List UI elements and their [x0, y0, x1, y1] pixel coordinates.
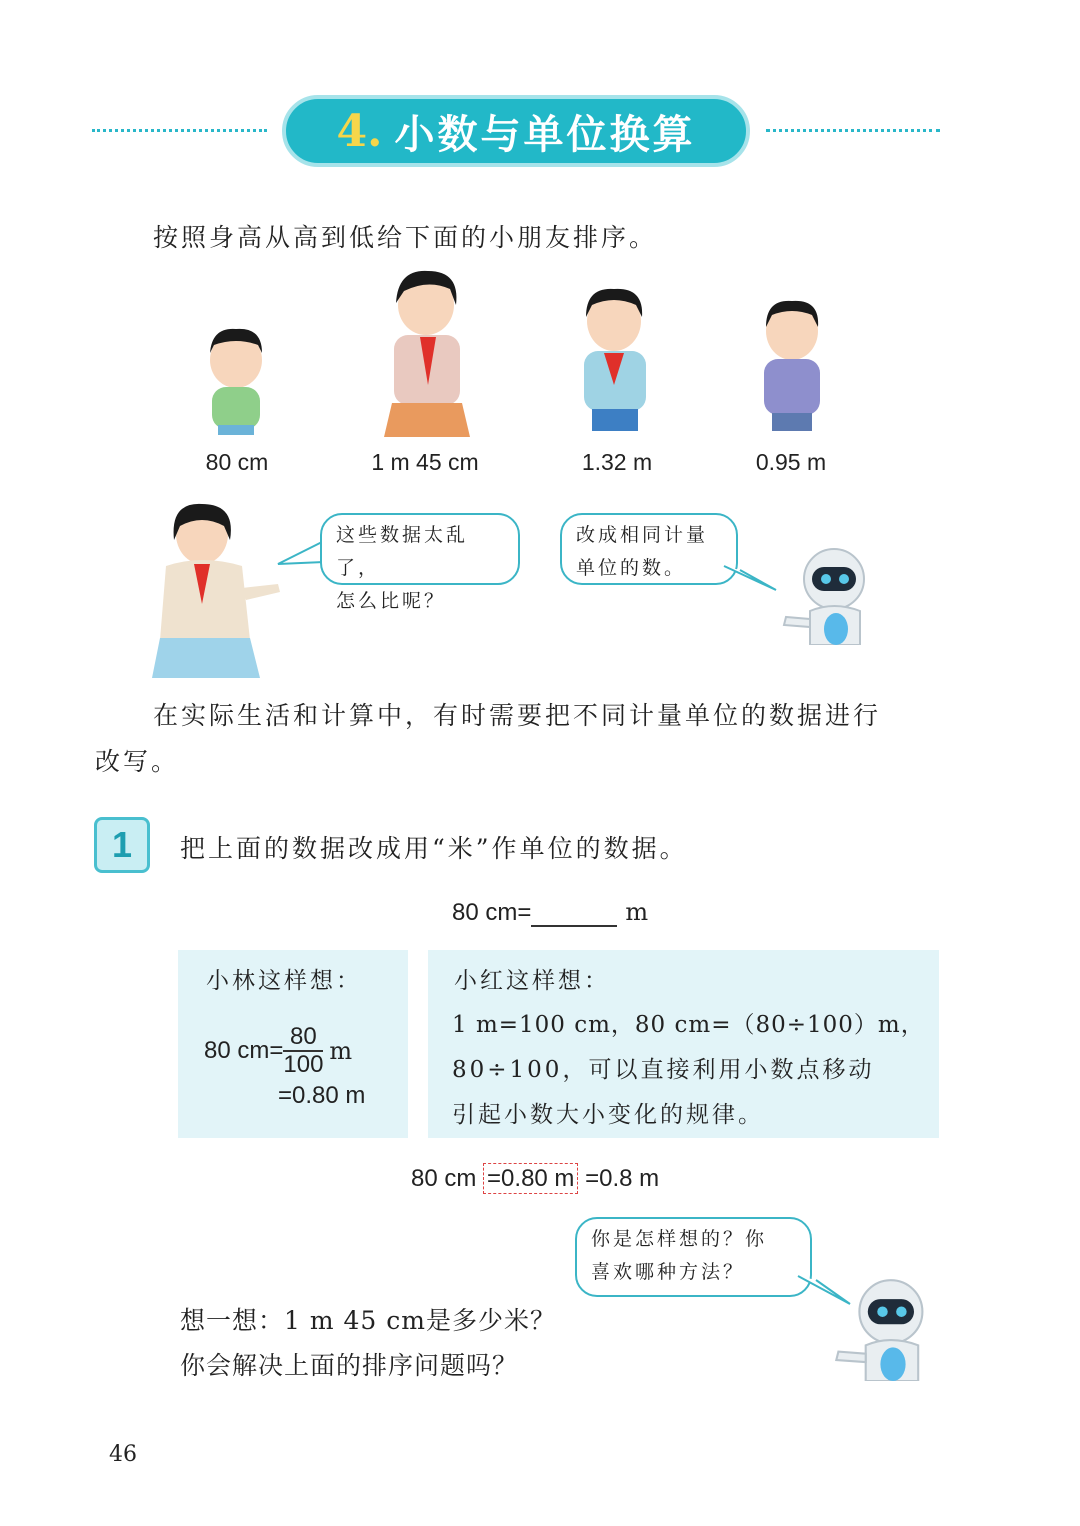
explanation-line: 在实际生活和计算中，有时需要把不同计量单位的数据进行: [153, 701, 882, 730]
xiaohong-line: 1 m=100 cm，80 cm=（80÷100）m，: [452, 1012, 925, 1038]
robot-illustration: [780, 545, 880, 645]
girl-figure: [384, 271, 470, 437]
xiaolin-method-box: [178, 950, 408, 1138]
xiaohong-method-box: [428, 950, 939, 1138]
blank-left-text: 80 cm=: [452, 899, 532, 926]
fill-in-blank-line: [452, 898, 648, 927]
think-question: 想一想：1 m 45 cm是多少米？: [180, 1306, 556, 1335]
explanation-line: 改写。: [95, 747, 180, 776]
teacher-girl-illustration: [150, 500, 290, 680]
result-boxed: =0.80 m: [483, 1163, 578, 1194]
header-dots-right: [766, 129, 940, 132]
xiaolin-unit: m: [329, 1037, 353, 1065]
child-height-label: 80 cm: [205, 449, 269, 475]
girl-speech-line: 怎么比呢？: [336, 590, 447, 612]
xiaolin-result: =0.80 m: [278, 1082, 366, 1109]
girl-speech-bubble: [320, 513, 520, 612]
xiaolin-heading: 小林这样想：: [206, 968, 362, 994]
robot-question-line: 你是怎样想的？你: [591, 1228, 768, 1250]
fraction-numerator: 80: [283, 1024, 323, 1052]
child-height-label: 1 m 45 cm: [371, 449, 479, 475]
child-height-label: 0.95 m: [755, 449, 827, 475]
result-left: 80 cm: [411, 1165, 477, 1192]
result-right: =0.8 m: [585, 1165, 660, 1192]
children-illustration: [180, 265, 860, 445]
robot-speech-line: 单位的数。: [576, 557, 687, 579]
conversion-result-line: [411, 1165, 659, 1193]
boy-3-figure: [764, 301, 820, 431]
robot-speech-bubble: [560, 513, 738, 585]
exercise-number-badge: 1: [94, 817, 150, 873]
think-question: 你会解决上面的排序问题吗？: [180, 1351, 519, 1380]
page-number: 46: [109, 1442, 137, 1467]
robot-speech-line: 改成相同计量: [576, 524, 709, 546]
robot-illustration-2: [830, 1276, 935, 1381]
intro-prompt: 按照身高从高到低给下面的小朋友排序。: [153, 223, 658, 252]
girl-speech-line: 这些数据太乱了，: [336, 524, 469, 579]
section-title-banner: [282, 95, 750, 167]
xiaohong-line: 80÷100，可以直接利用小数点移动: [452, 1057, 875, 1083]
xiaohong-heading: 小红这样想：: [454, 968, 610, 994]
boy-2-figure: [584, 289, 646, 431]
fraction-denominator: 100: [283, 1051, 324, 1078]
xiaohong-line: 引起小数大小变化的规律。: [452, 1102, 764, 1128]
robot-question-line: 喜欢哪种方法？: [591, 1261, 746, 1283]
robot-question-bubble: [575, 1217, 812, 1297]
section-title: 小数与单位换算: [394, 110, 696, 158]
child-height-label: 1.32 m: [581, 449, 653, 475]
bubble-tail-left: [276, 540, 326, 570]
answer-blank[interactable]: [531, 903, 617, 927]
xiaolin-fraction-equation: [204, 1024, 352, 1078]
section-number: 4.: [336, 105, 383, 157]
exercise-prompt: 把上面的数据改成用“米”作单位的数据。: [180, 834, 688, 863]
fraction: [283, 1024, 323, 1078]
xiaolin-lhs: 80 cm=: [204, 1037, 284, 1064]
boy-1-figure: [210, 329, 262, 435]
header-dots-left: [92, 129, 267, 132]
bubble-tail-right: [720, 560, 780, 596]
blank-unit: m: [625, 898, 649, 926]
